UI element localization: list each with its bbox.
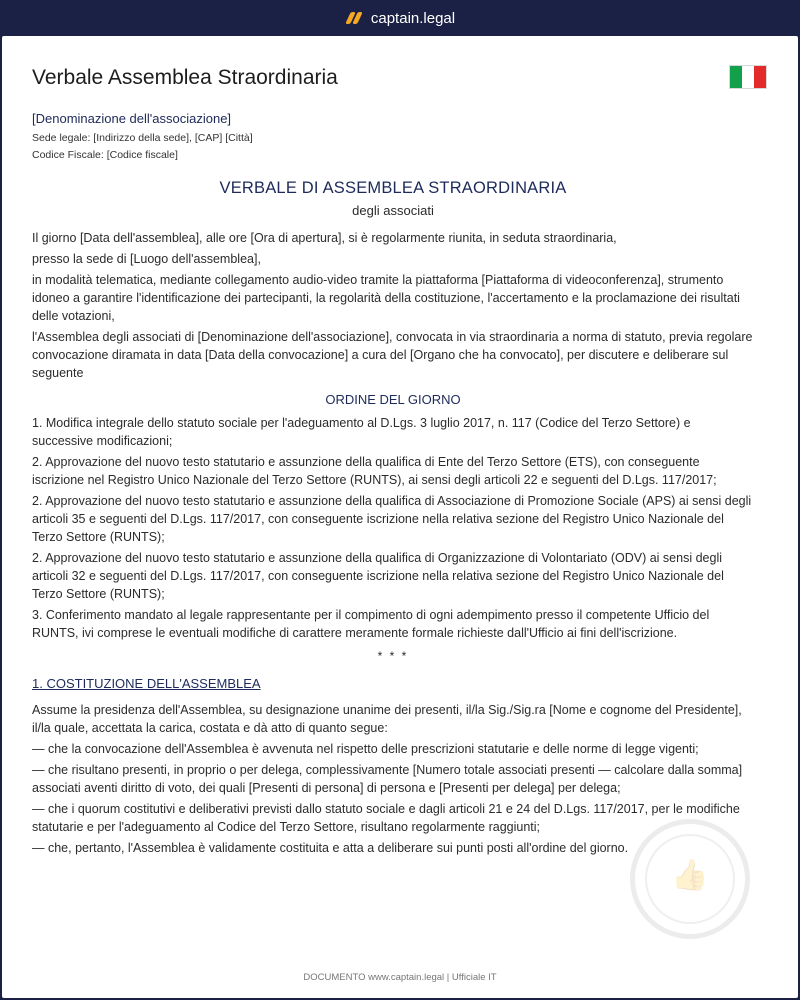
section-paragraph: Assume la presidenza dell'Assemblea, su designazione unanime dei presenti, il/la Sig./Sig.ra [Nome e cognome del Presidente], il/la quale, accettata la carica, costata e dà atto di quanto segue: bbox=[32, 703, 742, 735]
thumbs-up-icon: 👍 bbox=[671, 859, 709, 892]
agenda-item: 2. Approvazione del nuovo testo statutario e assunzione della qualifica di Associazione di Promozione Sociale (APS) ai sensi degli articoli 35 e seguenti del D.Lgs. 117/2017, con conseguente iscrizione nella relativa sezione del Registro Unico Nazionale del Terzo Settore (RUNTS); bbox=[32, 494, 752, 544]
agenda-item: 1. Modifica integrale dello statuto sociale per l'adeguamento al D.Lgs. 3 luglio 2017, n. 117 (Codice del Terzo Settore) e successive modificazioni; bbox=[32, 416, 691, 448]
agenda-title: ORDINE DEL GIORNO bbox=[325, 392, 461, 407]
intro-line-2: presso la sede di [Luogo dell'assemblea], bbox=[32, 252, 261, 266]
document-body bbox=[32, 110, 754, 860]
document-page bbox=[2, 36, 798, 998]
top-bar bbox=[0, 0, 800, 36]
association-name: [Denominazione dell'associazione] bbox=[32, 111, 232, 126]
intro-paragraph-3: l'Assemblea degli associati di [Denominazione dell'associazione], convocata in via straordinaria a norma di statuto, previa regolare convocazione diramata in data [Data della convocazione] a cura del [Organo che ha convocato], per discutere e deliberare sul seguente bbox=[32, 330, 753, 380]
section-list-item: — che i quorum costitutivi e deliberativi previsti dallo statuto sociale e dagli articoli 21 e 24 del D.Lgs. 117/2017, per le modifiche statutarie e per l'adeguamento al Codice del Terzo Settore, risultano regolarmente raggiunti; bbox=[32, 802, 740, 834]
brand-name[interactable]: captain.legal bbox=[370, 9, 456, 27]
section-list-item: — che risultano presenti, in proprio o per delega, complessivamente [Numero totale associati presenti — calcolare dalla somma] associati aventi diritto di voto, dei quali [Presenti di persona] di persona e [Presenti per delega] per delega; bbox=[32, 763, 743, 795]
document-footer: DOCUMENTO www.captain.legal | Ufficiale IT bbox=[303, 972, 497, 983]
agenda-item: 2. Approvazione del nuovo testo statutario e assunzione della qualifica di Ente del Terzo Settore (ETS), con conseguente iscrizione nel Registro Unico Nazionale del Terzo Settore (RUNTS), ai sensi degli articoli 22 e seguenti del D.Lgs. 117/2017; bbox=[32, 455, 717, 487]
captain-legal-logo-icon[interactable] bbox=[345, 11, 363, 25]
section-list-item: — che la convocazione dell'Assemblea è avvenuta nel rispetto delle prescrizioni statutarie e delle norme di legge vigenti; bbox=[32, 742, 699, 756]
minutes-subheading: degli associati bbox=[352, 203, 434, 218]
section-heading: 1. COSTITUZIONE DELL'ASSEMBLEA bbox=[32, 676, 261, 691]
intro-paragraph-2: in modalità telematica, mediante collegamento audio-video tramite la piattaforma [Piattaforma di videoconferenza], strumento idoneo a garantire l'identificazione dei partecipanti, la regolarità della costituzione, l'accertamento e la proclamazione dei risultati delle votazioni, bbox=[32, 273, 740, 323]
section-separator: * * * bbox=[377, 649, 409, 663]
agenda-item: 2. Approvazione del nuovo testo statutario e assunzione della qualifica di Organizzazione di Volontariato (ODV) ai sensi degli articoli 32 e seguenti del D.Lgs. 117/2017, con conseguente iscrizione nella relativa sezione del Registro Unico Nazionale del Terzo Settore (RUNTS); bbox=[32, 551, 724, 601]
italy-flag-icon bbox=[729, 65, 767, 89]
registered-office: Sede legale: [Indirizzo della sede], [CAP] [Città] bbox=[32, 132, 253, 144]
document-title: Verbale Assemblea Straordinaria bbox=[32, 66, 338, 89]
minutes-heading: VERBALE DI ASSEMBLEA STRAORDINARIA bbox=[219, 179, 567, 197]
intro-line-1: Il giorno [Data dell'assemblea], alle ore [Ora di apertura], si è regolarmente riunita, in seduta straordinaria, bbox=[32, 231, 617, 245]
tax-code: Codice Fiscale: [Codice fiscale] bbox=[32, 149, 178, 161]
conforme-stamp-watermark bbox=[630, 819, 750, 939]
section-list-item: — che, pertanto, l'Assemblea è validamente costituita e atta a deliberare sui punti posti all'ordine del giorno. bbox=[32, 841, 629, 855]
agenda-item: 3. Conferimento mandato al legale rappresentante per il compimento di ogni adempimento presso il competente Ufficio del RUNTS, ivi comprese le eventuali modifiche di carattere meramente formale richieste dall'Ufficio ai fini dell'iscrizione. bbox=[32, 608, 710, 640]
